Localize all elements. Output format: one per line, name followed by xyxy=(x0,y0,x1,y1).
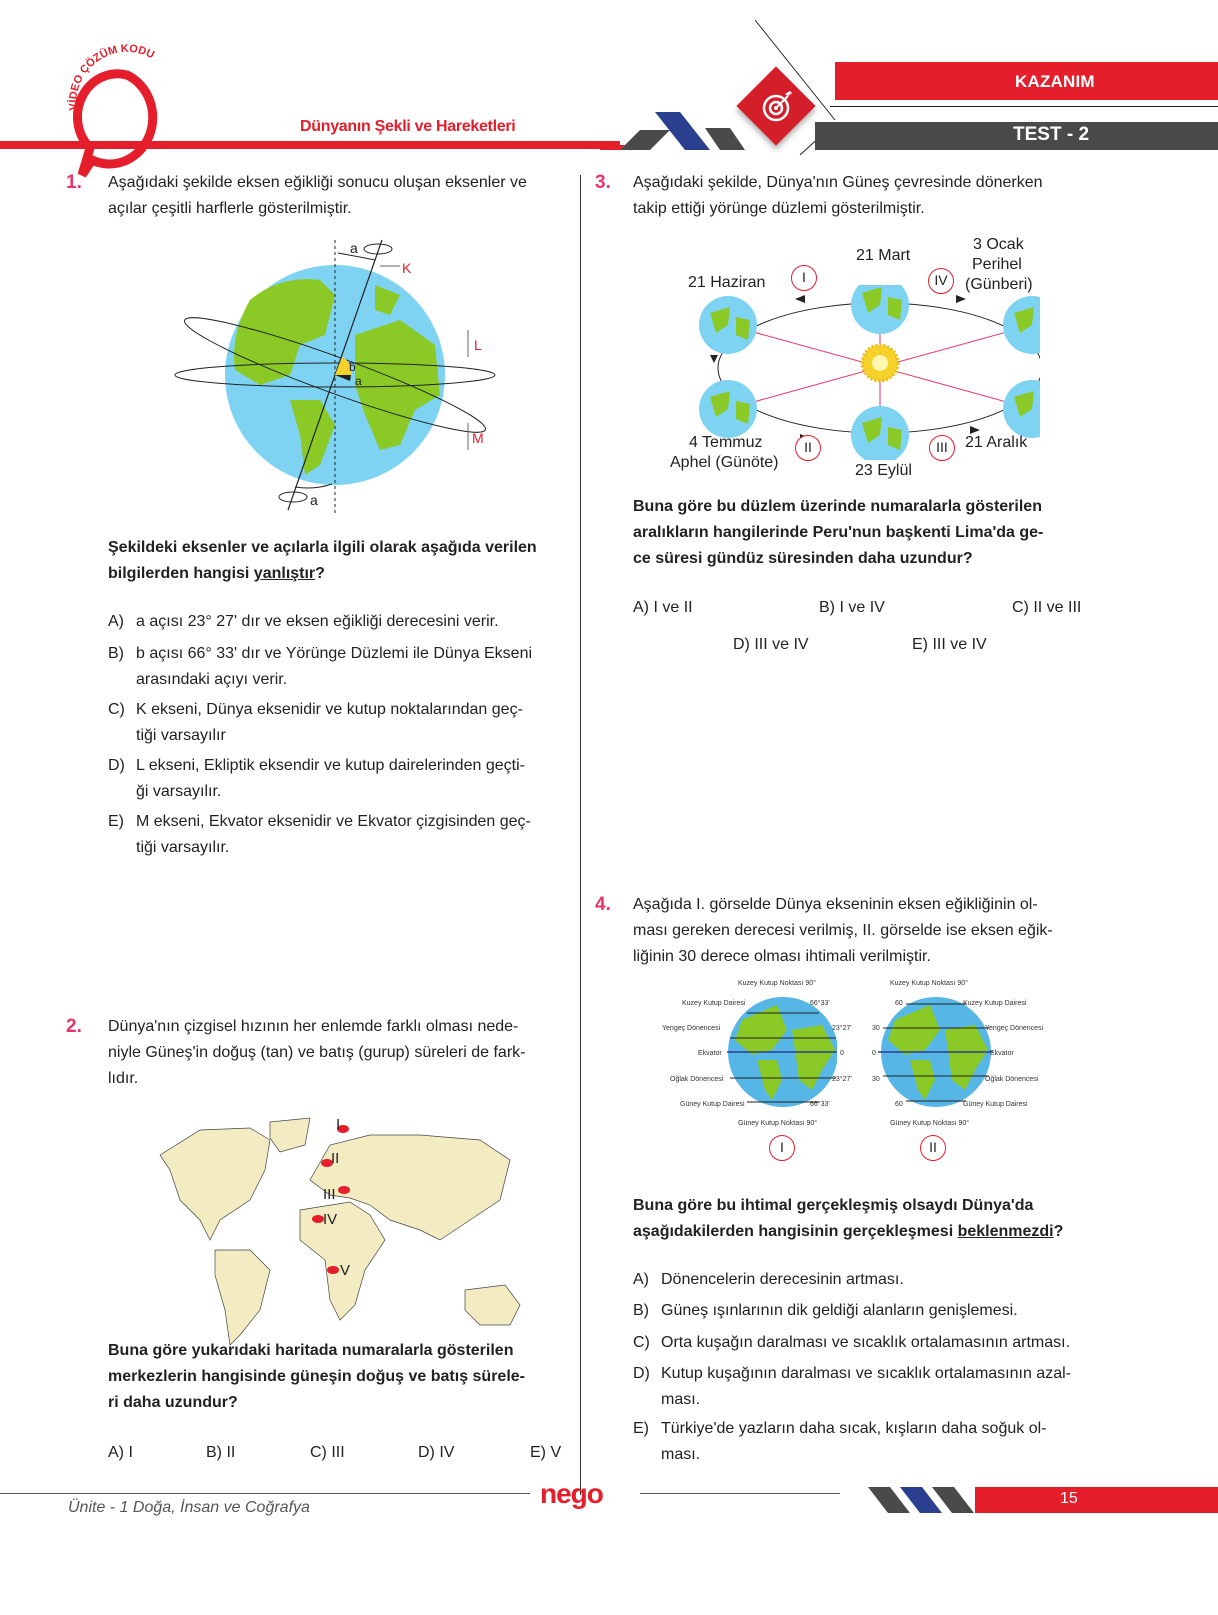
map-label-4: IV xyxy=(323,1211,338,1228)
video-solution-badge[interactable] xyxy=(62,40,192,180)
q4-prompt-line2: aşağıdakilerden hangisinin gerçekleşmesi beklenmezdi? xyxy=(633,1223,1064,1240)
map-label-1: I xyxy=(336,1116,341,1133)
q1-option-a[interactable]: A) a açısı 23° 27' dır ve eksen eğikliği derecesini verir. xyxy=(108,613,499,630)
label-21-haziran: 21 Haziran xyxy=(688,274,766,291)
q3-text-line1: Aşağıdaki şekilde, Dünya'nın Güneş çevresinde dönerken xyxy=(633,174,1043,191)
label-4-temmuz: 4 Temmuz xyxy=(689,434,763,451)
label-a-center: a xyxy=(355,374,362,388)
q2-option-d[interactable]: D) IV xyxy=(418,1444,455,1461)
fig2-left-1: 30 xyxy=(872,1025,880,1032)
label-a-bottom: a xyxy=(310,492,318,508)
q3-option-a[interactable]: A) I ve II xyxy=(633,599,693,616)
q2-option-b[interactable]: B) II xyxy=(206,1444,236,1461)
q2-option-a[interactable]: A) I xyxy=(108,1444,133,1461)
q1-prompt-line1: Şekildeki eksenler ve açılarla ilgili olarak aşağıda verilen xyxy=(108,539,537,556)
fig1-caption: I xyxy=(769,1135,795,1161)
q1-option-b[interactable]: B) b açısı 66° 33' dır ve Yörünge Düzlemi ile Dünya Ekseni arasındaki açıyı verir. xyxy=(108,645,533,688)
map-label-2: II xyxy=(331,1150,340,1167)
q3-prompt-line2: aralıkların hangilerinde Peru'nun başkenti Lima'da ge- xyxy=(633,524,1044,541)
column-divider xyxy=(580,175,581,1495)
q3-option-e[interactable]: E) III ve IV xyxy=(912,636,987,653)
q1-option-d[interactable]: D) L ekseni, Ekliptik eksendir ve kutup dairelerinden geçti- ği varsayılır. xyxy=(108,757,525,800)
target-glyph xyxy=(757,89,795,127)
footer-stripes xyxy=(868,1487,978,1513)
q4-option-a[interactable]: A) Dönencelerin derecesinin artması. xyxy=(633,1271,904,1288)
section-title: Dünyanın Şekli ve Hareketleri xyxy=(300,118,516,135)
q1-number: 1. xyxy=(66,172,82,193)
fig1-right-0: 66°33' xyxy=(810,1000,830,1007)
q2-text-line1: Dünya'nın çizgisel hızının her enlemde farklı olması nede- xyxy=(108,1018,519,1035)
fig2-right-0: Kuzey Kutup Dairesi xyxy=(963,1000,1027,1007)
q2-prompt-line1: Buna göre yukarıdaki haritada numaralarla gösterilen xyxy=(108,1342,514,1359)
test-label: TEST - 2 xyxy=(1013,124,1090,145)
fig1-right-1: 23°27' xyxy=(832,1025,852,1032)
fig2-right-4: Güney Kutup Dairesi xyxy=(963,1101,1028,1108)
publisher-logo: nego xyxy=(540,1478,603,1509)
fig2-right-1: Yengeç Dönencesi xyxy=(985,1025,1044,1032)
q4-prompt-line1: Buna göre bu ihtimal gerçekleşmiş olsaydı Dünya'da xyxy=(633,1197,1034,1214)
segment-I: I xyxy=(791,265,817,291)
page-number: 15 xyxy=(1060,1490,1078,1507)
label-23-eylul: 23 Eylül xyxy=(855,462,912,479)
fig2-right-2: Ekvator xyxy=(990,1050,1014,1057)
fig1-left-3: Oğlak Dönencesi xyxy=(670,1076,724,1083)
q3-option-b[interactable]: B) I ve IV xyxy=(819,599,885,616)
q3-text-line2: takip ettiği yörünge düzlemi gösterilmiştir. xyxy=(633,200,925,217)
q4-text-line2: ması gereken derecesi verilmiş, II. görselde ise eksen eğik- xyxy=(633,922,1053,939)
q4-option-d[interactable]: D) Kutup kuşağının daralması ve sıcaklık ortalamasının azal- ması. xyxy=(633,1365,1071,1408)
q1-emphasis: yanlıştır xyxy=(253,565,316,582)
fig1-left-2: Ekvator xyxy=(698,1050,722,1057)
label-L: L xyxy=(474,337,482,353)
q2-prompt-line3: ri daha uzundur? xyxy=(108,1394,238,1411)
unit-text: Ünite - 1 Doğa, İnsan ve Coğrafya xyxy=(68,1499,310,1516)
q1-prompt-line2: bilgilerden hangisi yanlıştır? xyxy=(108,565,325,582)
fig2-left-3: 30 xyxy=(872,1076,880,1083)
fig2-left-0: 60 xyxy=(895,1000,903,1007)
q3-number: 3. xyxy=(595,172,611,193)
q1-earth-axes-figure xyxy=(160,235,510,515)
q4-figure1-globe xyxy=(727,990,837,1115)
fig1-left-0: Kuzey Kutup Dairesi xyxy=(682,1000,746,1007)
q1-option-e[interactable]: E) M ekseni, Ekvator eksenidir ve Ekvator çizgisinden geç- tiği varsayılır. xyxy=(108,813,531,856)
q2-option-e[interactable]: E) V xyxy=(530,1444,562,1461)
q2-text-line3: lıdır. xyxy=(108,1070,139,1087)
q3-option-c[interactable]: C) II ve III xyxy=(1012,599,1082,616)
q1-text-line1: Aşağıdaki şekilde eksen eğikliği sonucu oluşan eksenler ve xyxy=(108,174,527,191)
label-a-top: a xyxy=(350,240,358,256)
page-number-bar xyxy=(975,1487,1218,1513)
fig1-right-2: 0 xyxy=(840,1050,844,1057)
fig1-left-4: Güney Kutup Dairesi xyxy=(680,1101,745,1108)
q4-option-c[interactable]: C) Orta kuşağın daralması ve sıcaklık ortalamasının artması. xyxy=(633,1334,1071,1351)
kazanim-label: KAZANIM xyxy=(1015,72,1095,91)
q2-prompt-line2: merkezlerin hangisinde güneşin doğuş ve batış sürele- xyxy=(108,1368,525,1385)
fig2-right-3: Oğlak Dönencesi xyxy=(985,1076,1039,1083)
q1-option-c[interactable]: C) K ekseni, Dünya eksenidir ve kutup noktalarından geç- tiği varsayılır xyxy=(108,701,523,744)
label-21-aralik: 21 Aralık xyxy=(965,434,1028,451)
map-label-5: V xyxy=(340,1262,351,1279)
q2-text-line2: niyle Güneş'in doğuş (tan) ve batış (gurup) süreleri de fark- xyxy=(108,1044,526,1061)
label-aphel: Aphel (Günöte) xyxy=(670,454,779,471)
q3-prompt-line3: ce süresi gündüz süresinden daha uzundur? xyxy=(633,550,973,567)
segment-II: II xyxy=(795,435,821,461)
fig1-right-3: 23°27' xyxy=(832,1076,852,1083)
label-perihel: Perihel xyxy=(972,256,1022,273)
q4-option-b[interactable]: B) Güneş ışınlarının dik geldiği alanların genişlemesi. xyxy=(633,1302,1018,1319)
fig1-top-label: Kuzey Kutup Noktası 90° xyxy=(738,980,816,987)
segment-III: III xyxy=(929,435,955,461)
footer-line-right xyxy=(640,1493,840,1494)
fig2-top-label: Kuzey Kutup Noktası 90° xyxy=(890,980,968,987)
label-K: K xyxy=(402,260,412,276)
q4-text-line1: Aşağıda I. görselde Dünya ekseninin eksen eğikliğinin ol- xyxy=(633,896,1038,913)
fig2-left-4: 60 xyxy=(895,1101,903,1108)
label-M: M xyxy=(472,430,484,446)
q2-option-c[interactable]: C) III xyxy=(310,1444,345,1461)
q4-figure2-globe xyxy=(878,990,993,1115)
label-3-ocak: 3 Ocak xyxy=(973,236,1024,253)
q3-prompt-line1: Buna göre bu düzlem üzerinde numaralarla gösterilen xyxy=(633,498,1042,515)
q4-option-e[interactable]: E) Türkiye'de yazların daha sıcak, kışların daha soğuk ol- ması. xyxy=(633,1420,1047,1463)
map-label-3: III xyxy=(323,1186,336,1203)
q4-text-line3: liğinin 30 derece olması ihtimali verilmiştir. xyxy=(633,948,931,965)
fig1-left-1: Yengeç Dönencesi xyxy=(662,1025,721,1032)
header-thin-line xyxy=(830,106,1218,107)
q1-text-line2: açılar çeşitli harflerle gösterilmiştir. xyxy=(108,200,352,217)
q2-world-map xyxy=(140,1110,530,1350)
fig1-right-4: 66°33' xyxy=(810,1101,830,1108)
q4-emphasis: beklenmezdi xyxy=(957,1223,1054,1240)
q4-number: 4. xyxy=(595,894,611,915)
segment-IV: IV xyxy=(928,268,954,294)
q2-number: 2. xyxy=(66,1016,82,1037)
label-b: b xyxy=(349,360,356,374)
video-badge-text: VİDEO ÇÖZÜM KODU xyxy=(67,42,157,111)
fig1-bottom-label: Güney Kutup Noktası 90° xyxy=(738,1120,818,1127)
label-gunberi: (Günberi) xyxy=(965,276,1033,293)
footer-line-left xyxy=(0,1493,530,1494)
fig2-caption: II xyxy=(920,1135,946,1161)
fig2-bottom-label: Güney Kutup Noktası 90° xyxy=(890,1120,970,1127)
label-21-mart: 21 Mart xyxy=(856,247,911,264)
fig2-left-2: 0 xyxy=(872,1050,876,1057)
q3-option-d[interactable]: D) III ve IV xyxy=(733,636,809,653)
